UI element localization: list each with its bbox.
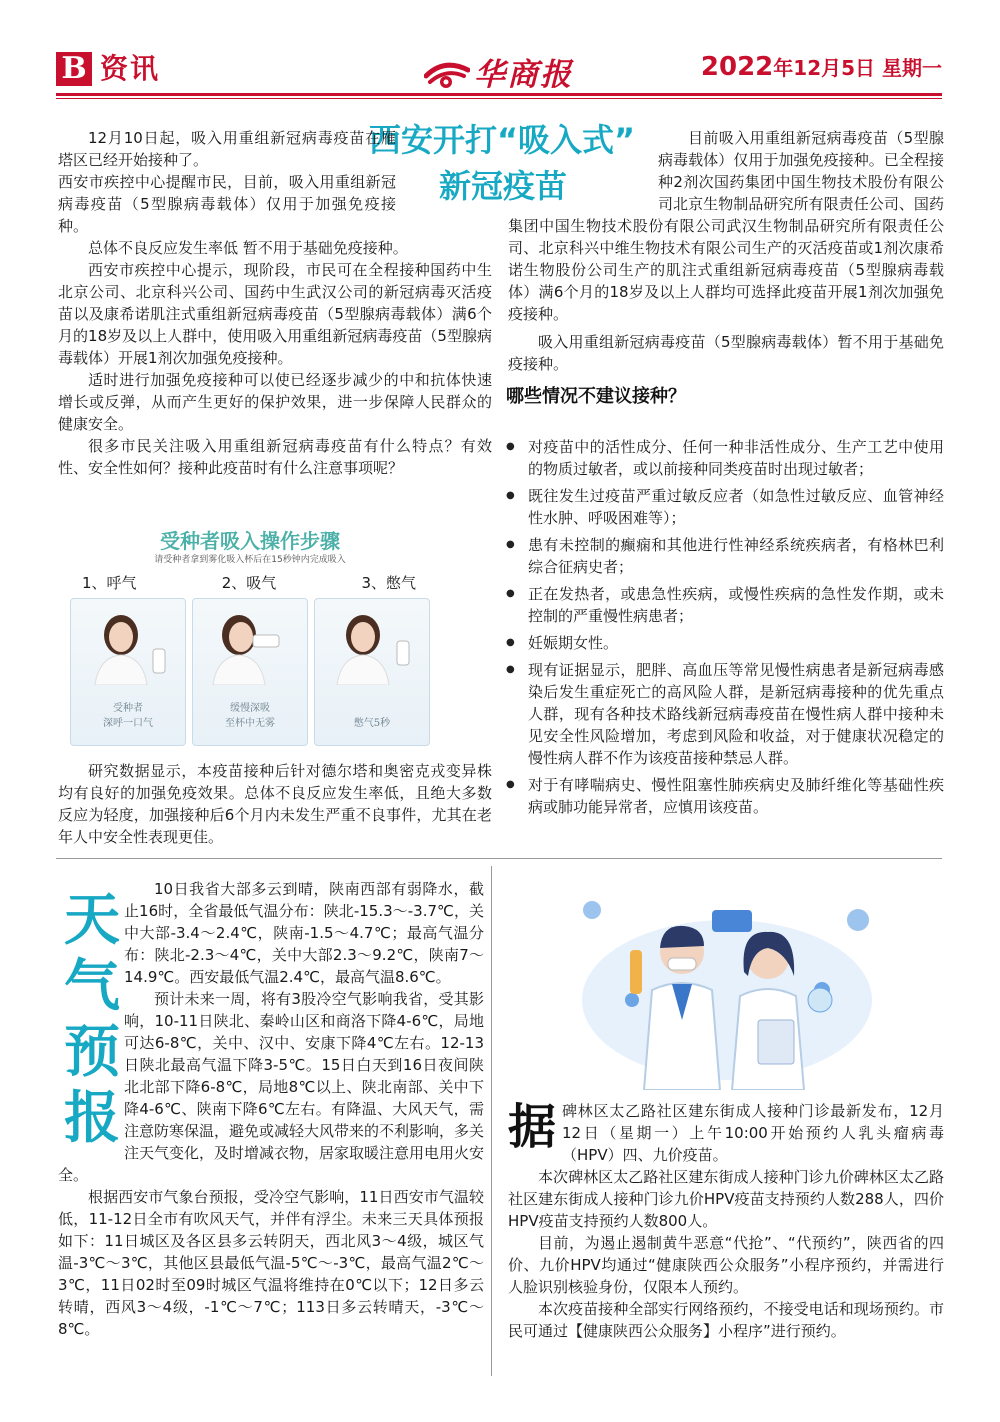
left-paragraph-3: 西安市疾控中心提示，现阶段，市民可在全程接种国药中生北京公司、北京科兴公司、国药中生武汉公司的新冠病毒灭活疫苗以及康希诺肌注式重组新冠病毒疫苗（5型腺病毒载体）满6个月的18岁及以上人群中，使用吸入用重组新冠病毒疫苗（5型腺病毒载体）开展1剂次加强免疫接种。 [58, 261, 492, 367]
article-left-column-bottom [58, 760, 492, 848]
list-item: ● 对疫苗中的活性成分、任何一种非活性成分、生产工艺中使用的物质过敏者，或以前接种同类疫苗时出现过敏者； [506, 436, 944, 480]
section-header [56, 52, 160, 86]
header-rule-thin [56, 98, 942, 99]
list-item: ● 妊娠期女性。 [506, 632, 944, 654]
weather-title-char: 报 [64, 1086, 120, 1151]
contraindications-list [506, 436, 944, 823]
list-item: ● 既往发生过疫苗严重过敏反应者（如急性过敏反应、血管神经性水肿、呼吸困难等）； [506, 485, 944, 529]
hpv-paragraph-3: 目前，为遏止遏制黄牛恶意“代抢”、“代预约”，陕西省的四价、九价HPV均通过“健康陕西公众服务”小程序预约，并需进行人脸识别核验身份，仅限本人预约。 [508, 1234, 944, 1296]
weather-title-char: 气 [64, 954, 120, 1019]
weather-title-char: 预 [64, 1020, 120, 1085]
section-name: 资讯 [100, 52, 161, 85]
step-card-inhale [192, 598, 308, 746]
hpv-paragraph-1-text: 碑林区太乙路社区建东街成人接种门诊最新发布，12月12日（星期一）上午10:00开始预约人乳头瘤病毒（HPV）四、九价疫苗。 [562, 1102, 944, 1164]
list-item: ● 现有证据显示，肥胖、高血压等常见慢性病患者是新冠病毒感染后发生重症死亡的高风险人群，是新冠病毒接种的优先重点人群，现有各种技术路线新冠病毒疫苗在慢性病人群中接种未见安全性风险增加，考虑到风险和收益，对于健康状况稳定的慢性病人群不作为该疫苗接种禁忌人群。 [506, 659, 944, 769]
step-card-hold [314, 598, 430, 746]
weather-paragraph-1: 10日我省大部多云到晴，陕南西部有弱降水，截止16时，全省最低气温分布：陕北-15.3～-3.7℃，关中大部-3.4～2.4℃，陕南-1.5～4.7℃；最高气温分布：陕北-2.3～4℃，关中大部2.3～9.2℃，陕南7～14.9℃。西安最低气温2.4℃，最高气温8.6℃。 [124, 880, 484, 986]
hpv-paragraph-4: 本次疫苗接种全部实行网络预约，不接受电话和现场预约。市民可通过【健康陕西公众服务】小程序”进行预约。 [508, 1300, 944, 1340]
left-paragraph-5: 很多市民关注吸入用重组新冠病毒疫苗有什么特点？有效性、安全性如何？接种此疫苗时有什么注意事项呢？ [58, 437, 492, 477]
left-paragraph-6: 研究数据显示，本疫苗接种后针对德尔塔和奥密克戎变异株均有良好的加强免疫效果。总体不良反应发生率低，且绝大多数反应为轻度，加强接种后6个月内未发生严重不良事件，尤其在老年人中安全性表现更佳。 [58, 762, 492, 846]
article-right-column [508, 127, 944, 375]
woman-exhale-illustration [77, 605, 181, 685]
step-caption-exhale-1: 受种者 [113, 703, 143, 714]
step-label-inhale: 2、吸气 [221, 574, 277, 592]
left-paragraph-2: 总体不良反应发生率低 暂不用于基础免疫接种。 [88, 239, 408, 257]
left-paragraph-1b: 西安市疾控中心提醒市民，目前，吸入用重组新冠病毒疫苗（5型腺病毒载体）仅用于加强免疫接种。 [58, 173, 396, 235]
steps-title: 受种者吸入操作步骤 [160, 529, 340, 553]
header-rule [56, 93, 942, 96]
step-caption-exhale-2: 深呼一口气 [103, 718, 153, 729]
step-caption-inhale-2: 至杯中无雾 [225, 718, 275, 729]
weather-title-char: 天 [64, 888, 120, 953]
inhalation-steps-panel [70, 528, 430, 742]
hpv-article [508, 1100, 944, 1342]
left-paragraph-1a: 12月10日起，吸入用重组新冠病毒疫苗在雁塔区已经开始接种了。 [58, 129, 396, 169]
left-paragraph-4: 适时进行加强免疫接种可以使已经逐步减少的中和抗体快速增长或反弹，从而产生更好的保护效果，进一步保障人民群众的健康安全。 [58, 371, 492, 433]
step-caption-hold-1: 憋气5秒 [353, 718, 391, 729]
doctors-illustration [572, 880, 882, 1090]
date-year: 2022 [700, 52, 774, 82]
woman-hold-breath-illustration [321, 605, 425, 685]
title-line-2: 新冠疫苗 [438, 167, 567, 205]
article-left-column [58, 127, 492, 479]
right-paragraph-1: 目前吸入用重组新冠病毒疫苗（5型腺病毒载体）仅用于加强免疫接种。已全程接种2剂次国药集团中国生物技术股份有限公司北京生物制品研究所有限责任公司、国药集团中国生物技术股份有限公司武汉生物制品研究所有限责任公司、北京科兴中维生物技术有限公司生产的灭活疫苗或1剂次康希诺生物股份公司生产的肌注式重组新冠病毒疫苗（5型腺病毒载体）满6个月的18岁及以上人群均可选择此疫苗开展1剂次加强免疫接种。 [508, 129, 944, 323]
eye-logo-icon [424, 60, 470, 90]
hpv-paragraph-1 [508, 1100, 944, 1166]
issue-date [700, 52, 942, 82]
weather-paragraph-2: 预计未来一周，将有3股冷空气影响我省，受其影响，10-11日陕北、秦岭山区和商洛下降4-6℃，局地可达6-8℃，关中、汉中、安康下降4℃左右。12-13日陕北最高气温下降3-5℃。15日白天到16日夜间陕北北部下降6-8℃，局地8℃以上、陕北南部、关中下降4-6℃、陕南下降6℃左右。有降温、大风天气，需注意防寒保温，避免或减轻大风带来的不利影响，多关注天气变化，及时增减衣物，居家取暖注意用电用火安全。 [58, 990, 485, 1184]
steps-subtitle: 请受种者拿到雾化吸入杯后在15秒钟内完成吸入 [154, 555, 346, 565]
section-badge: B [56, 52, 92, 86]
weather-column [58, 878, 484, 1340]
step-caption-inhale-1: 缓慢深吸 [230, 703, 270, 714]
step-label-hold: 3、憋气 [361, 574, 416, 592]
drop-cap: 据 [508, 1099, 557, 1155]
step-card-exhale [70, 598, 186, 746]
list-item: ● 患有未控制的癫痫和其他进行性神经系统疾病者，有格林巴利综合征病史者； [506, 534, 944, 578]
column-divider [491, 866, 492, 1376]
step-label-exhale: 1、呼气 [82, 574, 137, 592]
date-rest: 年12月5日 星期一 [773, 56, 942, 80]
right-paragraph-2: 吸入用重组新冠病毒疫苗（5型腺病毒载体）暂不用于基础免疫接种。 [508, 333, 944, 373]
title-line-1: 西安开打“吸入式” [368, 121, 636, 159]
logo-text: 华商报 [474, 57, 573, 93]
weather-paragraph-3: 根据西安市气象台预报，受冷空气影响，11日西安市气温较低，11-12日全市有吹风天气，并伴有浮尘。未来三天具体预报如下：11日城区及各区县多云转阴天，西北风3～4级，城区气温-3℃～3℃，其他区县最低气温-5℃～-3℃，最高气温2℃～3℃，11日02时至09时城区气温将维持在0℃以下；12日多云转晴，西风3～4级，-1℃～7℃；113日多云转晴天，-3℃～8℃。 [58, 1188, 484, 1338]
woman-inhale-illustration [199, 605, 303, 685]
newspaper-logo [424, 57, 573, 93]
hpv-paragraph-2: 本次碑林区太乙路社区建东街成人接种门诊九价碑林区太乙路社区建东街成人接种门诊九价HPV疫苗支持预约人数288人，四价HPV疫苗支持预约人数800人。 [508, 1168, 944, 1230]
contraindications-heading: 哪些情况不建议接种？ [506, 386, 686, 407]
list-item: ● 对于有哮喘病史、慢性阻塞性肺疾病史及肺纤维化等基础性疾病或肺功能异常者，应慎用该疫苗。 [506, 774, 944, 818]
list-item: ● 正在发热者，或患急性疾病，或慢性疾病的急性发作期，或未控制的严重慢性病患者； [506, 583, 944, 627]
section-divider [56, 858, 942, 859]
